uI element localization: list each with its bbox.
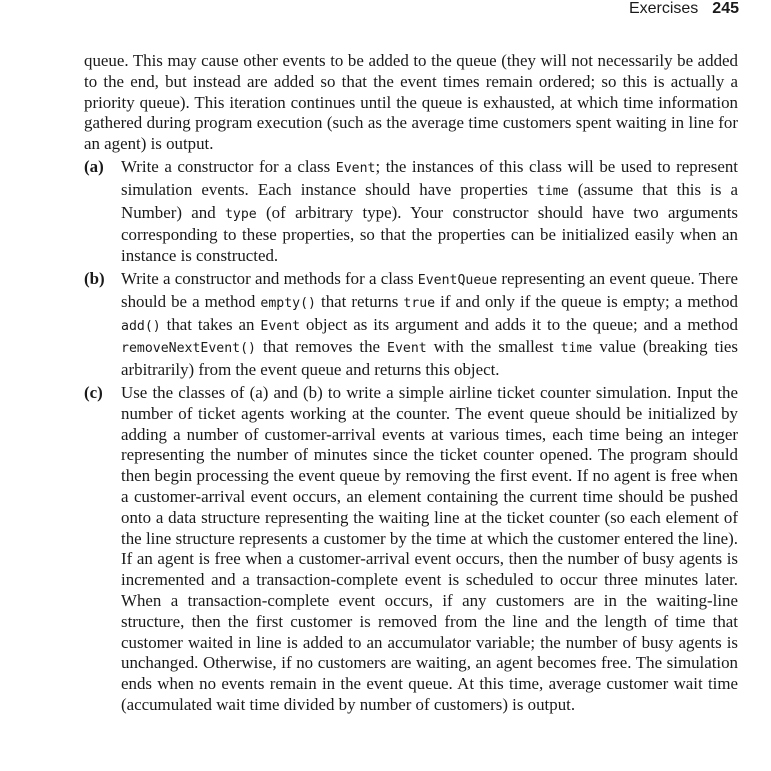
code-token: time: [560, 341, 593, 357]
code-token: Event: [335, 160, 376, 176]
item-text: if and only if the queue is empty; a method: [435, 291, 738, 311]
running-header: [629, 0, 739, 18]
item-text: object as its argument and adds it to the queue; and a method: [300, 314, 738, 334]
page-body: [84, 51, 738, 716]
section-title: Exercises: [628, 0, 699, 17]
code-token: empty(): [260, 295, 316, 311]
item-label: (c): [84, 382, 103, 402]
item-text: (of arbitrary type). Your constructor should have two arguments corresponding to these properties, so that the properties can be initialized easily when an instance is constructed.: [121, 202, 738, 266]
item-label: (a): [84, 156, 104, 176]
page-number: 245: [712, 0, 739, 17]
item-text: that returns: [315, 291, 404, 311]
code-token: removeNextEvent(): [121, 341, 256, 357]
exercise-item-b: [84, 269, 738, 381]
item-text: with the smallest: [426, 337, 561, 357]
intro-paragraph: queue. This may cause other events to be added to the queue (they will not necessarily be added to the end, but instead are added so that the event times remain ordered; so this is actually a priority queue). This iteration continues until the queue is exhausted, at which time information gathered during program execution (such as the average time customers spent waiting in line for an agent) is output.: [84, 51, 738, 154]
code-token: EventQueue: [417, 272, 498, 288]
item-text: Write a constructor and methods for a class: [121, 268, 418, 288]
item-text: value (breaking ties arbitrarily) from the event queue and returns this object.: [121, 337, 738, 380]
item-text: (assume that this is a Number) and: [121, 179, 738, 222]
exercise-item-c: [84, 383, 738, 716]
code-token: add(): [121, 318, 161, 334]
exercise-item-a: [84, 157, 738, 267]
code-token: time: [536, 183, 569, 199]
item-text: Write a constructor for a class: [121, 156, 336, 176]
code-token: true: [403, 295, 436, 311]
item-text: ; the instances of this class will be used to represent simulation events. Each instance should have properties: [121, 156, 738, 199]
code-token: Event: [260, 318, 301, 334]
item-text: representing an event queue. There should be a method: [121, 268, 738, 311]
code-token: Event: [387, 341, 427, 357]
item-label: (b): [84, 268, 105, 288]
item-text: that takes an: [160, 314, 261, 334]
code-token: type: [224, 206, 257, 222]
item-text: that removes the: [255, 337, 388, 357]
item-text: Use the classes of (a) and (b) to write a simple airline ticket counter simulation. Input the number of ticket agents working at the counter. The event queue should be initialized by adding a number of customer-arrival events at various times, each time being an integer representing the number of minutes since the ticket counter opened. The program should then begin processing the event queue by removing the first event. If no agent is free when a customer-arrival event occurs, an element containing the current time should be pushed onto a data structure representing the waiting line at the ticket counter (so each element of the line structure represents a customer by the time at which the customer entered the line). If an agent is free when a customer-arrival event occurs, then the number of busy agents is incremented and a transaction-complete event is scheduled to occur three minutes later. When a transaction-complete event occurs, if any customers are in the waiting-line structure, then the first customer is removed from the line and the length of time that customer waited in line is added to an accumulator variable; the number of busy agents is unchanged. Otherwise, if no customers are waiting, an agent becomes free. The simulation ends when no events remain in the event queue. At this time, average customer wait time (accumulated wait time divided by number of customers) is output.: [121, 382, 738, 714]
